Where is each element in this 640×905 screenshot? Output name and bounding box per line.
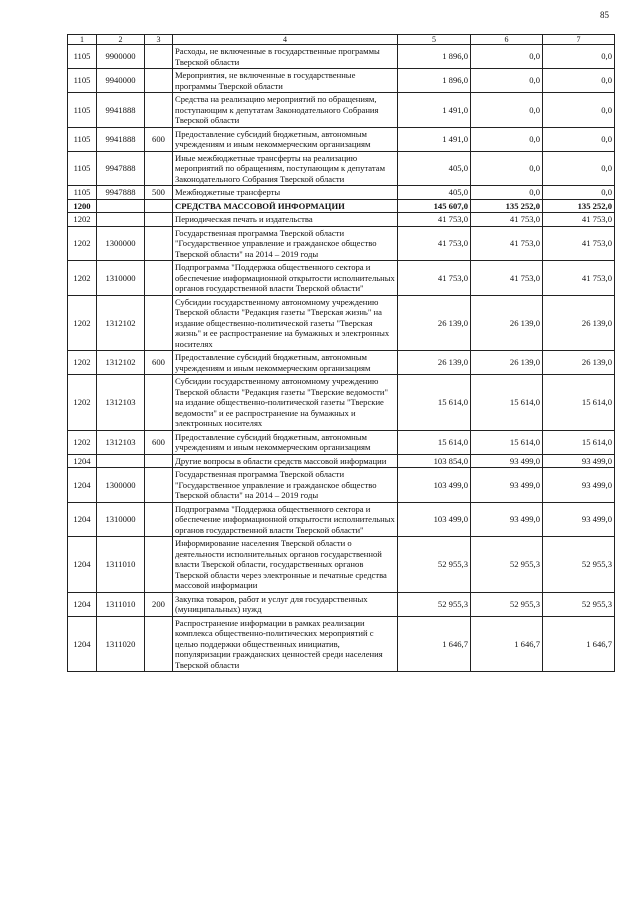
amount-col7-cell: 15 614,0 — [543, 430, 615, 454]
code-type-cell — [145, 199, 173, 213]
amount-col5-cell: 1 491,0 — [398, 127, 471, 151]
code-target-cell: 1300000 — [97, 226, 145, 261]
table-row — [68, 351, 615, 375]
code-section-cell: 1105 — [68, 186, 97, 200]
code-type-cell: 600 — [145, 430, 173, 454]
amount-col5-cell: 15 614,0 — [398, 375, 471, 431]
code-target-cell: 9900000 — [97, 45, 145, 69]
description-cell: Субсидии государственному автономному учреждению Тверской области "Редакция газеты "Тверская жизнь" на издание общественно-политической газеты "Тверская жизнь" и ее распространение на бумажных и электронных носителях — [173, 295, 398, 351]
code-type-cell — [145, 69, 173, 93]
code-section-cell: 1105 — [68, 151, 97, 186]
description-cell: Средства на реализацию мероприятий по обращениям, поступающим к депутатам Законодательного Собрания Тверской области — [173, 93, 398, 128]
description-cell: Подпрограмма "Поддержка общественного сектора и обеспечение информационной открытости исполнительных органов государственной власти Тверской области" — [173, 502, 398, 537]
amount-col7-cell: 0,0 — [543, 69, 615, 93]
amount-col7-cell: 52 955,3 — [543, 537, 615, 593]
table-row — [68, 592, 615, 616]
amount-col5-cell: 1 896,0 — [398, 45, 471, 69]
code-type-cell — [145, 502, 173, 537]
header-cell: 2 — [97, 35, 145, 45]
code-section-cell: 1202 — [68, 213, 97, 227]
amount-col7-cell: 26 139,0 — [543, 351, 615, 375]
amount-col7-cell: 0,0 — [543, 127, 615, 151]
amount-col7-cell: 93 499,0 — [543, 468, 615, 503]
amount-col5-cell: 405,0 — [398, 151, 471, 186]
description-cell: Расходы, не включенные в государственные программы Тверской области — [173, 45, 398, 69]
code-type-cell — [145, 45, 173, 69]
code-type-cell — [145, 616, 173, 672]
amount-col6-cell: 52 955,3 — [471, 537, 543, 593]
amount-col7-cell: 26 139,0 — [543, 295, 615, 351]
description-cell: Предоставление субсидий бюджетным, автономным учреждениям и иным некоммерческим организациям — [173, 351, 398, 375]
code-target-cell: 9947888 — [97, 151, 145, 186]
amount-col6-cell: 93 499,0 — [471, 468, 543, 503]
amount-col6-cell: 1 646,7 — [471, 616, 543, 672]
code-type-cell: 200 — [145, 592, 173, 616]
amount-col7-cell: 41 753,0 — [543, 261, 615, 296]
code-section-cell: 1202 — [68, 261, 97, 296]
code-target-cell: 1300000 — [97, 468, 145, 503]
table-row — [68, 375, 615, 431]
amount-col6-cell: 0,0 — [471, 186, 543, 200]
description-cell: Предоставление субсидий бюджетным, автономным учреждениям и иным некоммерческим организациям — [173, 430, 398, 454]
code-target-cell: 1311010 — [97, 537, 145, 593]
description-cell: Иные межбюджетные трансферты на реализацию мероприятий по обращениям, поступающим к депутатам Законодательного Собрания Тверской области — [173, 151, 398, 186]
amount-col5-cell: 1 646,7 — [398, 616, 471, 672]
header-cell: 4 — [173, 35, 398, 45]
amount-col5-cell: 15 614,0 — [398, 430, 471, 454]
header-row — [68, 35, 615, 45]
code-section-cell: 1202 — [68, 430, 97, 454]
amount-col6-cell: 0,0 — [471, 127, 543, 151]
amount-col6-cell: 41 753,0 — [471, 226, 543, 261]
amount-col5-cell: 145 607,0 — [398, 199, 471, 213]
amount-col6-cell: 41 753,0 — [471, 261, 543, 296]
code-section-cell: 1200 — [68, 199, 97, 213]
amount-col6-cell: 15 614,0 — [471, 375, 543, 431]
amount-col5-cell: 1 896,0 — [398, 69, 471, 93]
code-section-cell: 1202 — [68, 375, 97, 431]
description-cell: Мероприятия, не включенные в государственные программы Тверской области — [173, 69, 398, 93]
code-section-cell: 1204 — [68, 616, 97, 672]
budget-table — [67, 34, 615, 672]
code-section-cell: 1105 — [68, 69, 97, 93]
table-row — [68, 430, 615, 454]
code-type-cell — [145, 295, 173, 351]
code-target-cell — [97, 454, 145, 468]
code-type-cell — [145, 454, 173, 468]
code-type-cell — [145, 93, 173, 128]
code-target-cell: 9941888 — [97, 93, 145, 128]
amount-col5-cell: 41 753,0 — [398, 213, 471, 227]
code-section-cell: 1204 — [68, 468, 97, 503]
amount-col6-cell: 0,0 — [471, 69, 543, 93]
table-row — [68, 502, 615, 537]
table-row — [68, 537, 615, 593]
code-target-cell: 1312103 — [97, 430, 145, 454]
table-row — [68, 93, 615, 128]
amount-col6-cell: 93 499,0 — [471, 454, 543, 468]
code-target-cell: 9947888 — [97, 186, 145, 200]
page-number: 85 — [600, 10, 609, 20]
description-cell: Субсидии государственному автономному учреждению Тверской области "Редакция газеты "Тверские ведомости" на издание общественно-политической газеты "Тверские ведомости" и ее распространение на бумажных и электронных носителях — [173, 375, 398, 431]
amount-col5-cell: 405,0 — [398, 186, 471, 200]
amount-col6-cell: 41 753,0 — [471, 213, 543, 227]
amount-col5-cell: 103 499,0 — [398, 502, 471, 537]
code-section-cell: 1202 — [68, 295, 97, 351]
code-target-cell: 1312102 — [97, 295, 145, 351]
code-type-cell — [145, 375, 173, 431]
amount-col6-cell: 26 139,0 — [471, 295, 543, 351]
description-cell: Закупка товаров, работ и услуг для государственных (муниципальных) нужд — [173, 592, 398, 616]
amount-col6-cell: 26 139,0 — [471, 351, 543, 375]
header-cell: 6 — [471, 35, 543, 45]
amount-col7-cell: 0,0 — [543, 186, 615, 200]
description-cell: Информирование населения Тверской области о деятельности исполнительных органов государственной власти Тверской области, государственных органов Тверской области через электронные и печатные средства массовой информации — [173, 537, 398, 593]
amount-col7-cell: 15 614,0 — [543, 375, 615, 431]
amount-col6-cell: 0,0 — [471, 93, 543, 128]
amount-col5-cell: 41 753,0 — [398, 226, 471, 261]
header-cell: 5 — [398, 35, 471, 45]
amount-col7-cell: 93 499,0 — [543, 502, 615, 537]
code-type-cell: 600 — [145, 127, 173, 151]
amount-col5-cell: 26 139,0 — [398, 295, 471, 351]
description-cell: Межбюджетные трансферты — [173, 186, 398, 200]
amount-col6-cell: 15 614,0 — [471, 430, 543, 454]
code-type-cell — [145, 468, 173, 503]
code-type-cell — [145, 151, 173, 186]
amount-col6-cell: 52 955,3 — [471, 592, 543, 616]
code-type-cell — [145, 261, 173, 296]
amount-col5-cell: 103 499,0 — [398, 468, 471, 503]
code-section-cell: 1202 — [68, 226, 97, 261]
description-cell: Периодическая печать и издательства — [173, 213, 398, 227]
table-row — [68, 454, 615, 468]
code-type-cell — [145, 226, 173, 261]
table-row — [68, 213, 615, 227]
amount-col7-cell: 93 499,0 — [543, 454, 615, 468]
header-cell: 7 — [543, 35, 615, 45]
code-target-cell: 1312102 — [97, 351, 145, 375]
code-section-cell: 1202 — [68, 351, 97, 375]
code-target-cell: 1310000 — [97, 261, 145, 296]
code-target-cell: 9940000 — [97, 69, 145, 93]
description-cell: Предоставление субсидий бюджетным, автономным учреждениям и иным некоммерческим организациям — [173, 127, 398, 151]
amount-col5-cell: 1 491,0 — [398, 93, 471, 128]
description-cell: СРЕДСТВА МАССОВОЙ ИНФОРМАЦИИ — [173, 199, 398, 213]
code-section-cell: 1204 — [68, 502, 97, 537]
table-row — [68, 151, 615, 186]
code-target-cell — [97, 213, 145, 227]
amount-col7-cell: 0,0 — [543, 151, 615, 186]
table-row — [68, 69, 615, 93]
table-row — [68, 468, 615, 503]
code-target-cell: 1311020 — [97, 616, 145, 672]
table-row — [68, 295, 615, 351]
header-cell: 1 — [68, 35, 97, 45]
code-type-cell — [145, 537, 173, 593]
amount-col7-cell: 41 753,0 — [543, 226, 615, 261]
description-cell: Государственная программа Тверской области "Государственное управление и гражданское общество Тверской области" на 2014 – 2019 годы — [173, 468, 398, 503]
code-section-cell: 1105 — [68, 93, 97, 128]
table-row — [68, 261, 615, 296]
amount-col6-cell: 0,0 — [471, 151, 543, 186]
amount-col7-cell: 1 646,7 — [543, 616, 615, 672]
code-target-cell: 1312103 — [97, 375, 145, 431]
amount-col6-cell: 93 499,0 — [471, 502, 543, 537]
table-row — [68, 45, 615, 69]
code-section-cell: 1204 — [68, 592, 97, 616]
amount-col5-cell: 26 139,0 — [398, 351, 471, 375]
amount-col7-cell: 41 753,0 — [543, 213, 615, 227]
amount-col6-cell: 135 252,0 — [471, 199, 543, 213]
code-target-cell: 1310000 — [97, 502, 145, 537]
code-target-cell: 9941888 — [97, 127, 145, 151]
description-cell: Подпрограмма "Поддержка общественного сектора и обеспечение информационной открытости исполнительных органов государственной власти Тверской области" — [173, 261, 398, 296]
amount-col5-cell: 52 955,3 — [398, 537, 471, 593]
header-cell: 3 — [145, 35, 173, 45]
table-row — [68, 616, 615, 672]
amount-col5-cell: 103 854,0 — [398, 454, 471, 468]
amount-col7-cell: 52 955,3 — [543, 592, 615, 616]
amount-col5-cell: 41 753,0 — [398, 261, 471, 296]
table-row — [68, 226, 615, 261]
code-section-cell: 1105 — [68, 45, 97, 69]
table-row — [68, 199, 615, 213]
code-target-cell: 1311010 — [97, 592, 145, 616]
code-section-cell: 1204 — [68, 537, 97, 593]
code-type-cell: 600 — [145, 351, 173, 375]
description-cell: Распространение информации в рамках реализации комплекса общественно-политических мероприятий с целью поддержки общественных инициатив, популяризации гражданских ценностей среди населения Тверской области — [173, 616, 398, 672]
amount-col6-cell: 0,0 — [471, 45, 543, 69]
code-target-cell — [97, 199, 145, 213]
amount-col7-cell: 0,0 — [543, 45, 615, 69]
code-section-cell: 1105 — [68, 127, 97, 151]
amount-col7-cell: 135 252,0 — [543, 199, 615, 213]
description-cell: Другие вопросы в области средств массовой информации — [173, 454, 398, 468]
table-row — [68, 127, 615, 151]
table-row — [68, 186, 615, 200]
amount-col7-cell: 0,0 — [543, 93, 615, 128]
code-section-cell: 1204 — [68, 454, 97, 468]
amount-col5-cell: 52 955,3 — [398, 592, 471, 616]
description-cell: Государственная программа Тверской области "Государственное управление и гражданское общество Тверской области" на 2014 – 2019 годы — [173, 226, 398, 261]
code-type-cell: 500 — [145, 186, 173, 200]
code-type-cell — [145, 213, 173, 227]
